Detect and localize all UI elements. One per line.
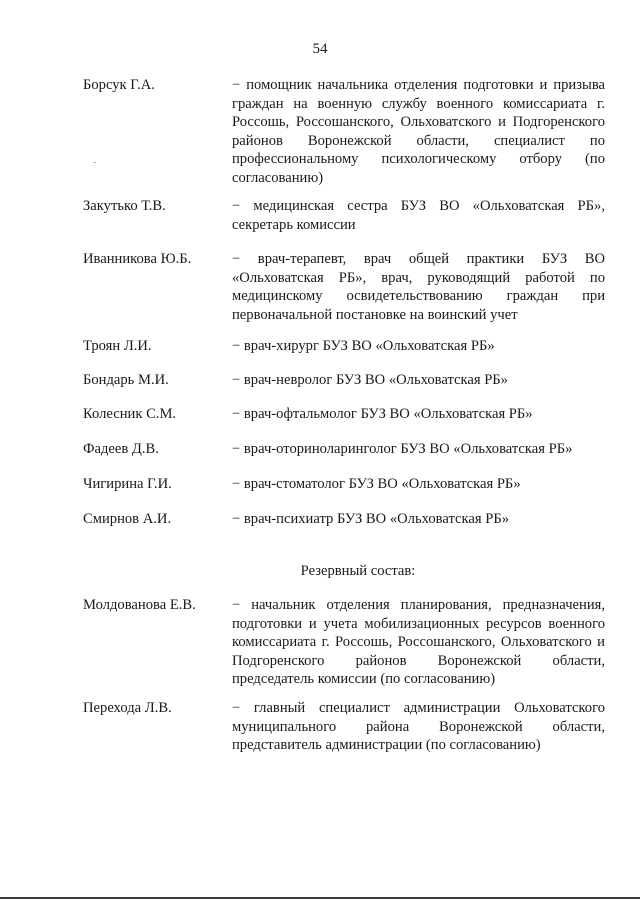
member-role: − врач-стоматолог БУЗ ВО «Ольховатская РБ» <box>232 476 521 492</box>
member-role: − врач-психиатр БУЗ ВО «Ольховатская РБ» <box>232 511 509 527</box>
member-role: − врач-оториноларинголог БУЗ ВО «Ольховатская РБ» <box>232 441 573 457</box>
member-name: Чигирина Г.И. <box>83 476 172 492</box>
member-name: Фадеев Д.В. <box>83 441 159 457</box>
member-name: Закутько Т.В. <box>83 198 166 214</box>
member-entry <box>83 76 605 188</box>
reserve-heading: Резервный состав: <box>300 563 416 579</box>
member-entry <box>83 440 605 459</box>
member-name: Троян Л.И. <box>83 338 152 354</box>
scan-artifact <box>93 162 96 163</box>
member-entry <box>83 197 605 234</box>
member-entry <box>83 337 605 356</box>
member-role: − врач-хирург БУЗ ВО «Ольховатская РБ» <box>232 338 495 354</box>
reserve-entry <box>83 699 605 755</box>
member-entry <box>83 405 605 424</box>
member-entry <box>83 475 605 494</box>
member-role: − помощник начальника отделения подготовки и призыва граждан на военную службу военного комиссариата г. Россошь, Россошанского, Ольховатского и Подгоренского районов Воронежской области, специалист по профессиональному психологическому отбору (по согласованию) <box>232 77 605 186</box>
reserve-role: − начальник отделения планирования, предназначения, подготовки и учета мобилизационных ресурсов военного комиссариата г. Россошь, Россошанского, Ольховатского и Подгоренского районов Воронежской области, председатель комиссии (по согласованию) <box>232 597 605 688</box>
member-name: Борсук Г.А. <box>83 77 155 93</box>
member-role: − врач-офтальмолог БУЗ ВО «Ольховатская РБ» <box>232 406 533 422</box>
page-number: 54 <box>312 41 328 57</box>
member-role: − врач-терапевт, врач общей практики БУЗ ВО «Ольховатская РБ», врач, руководящий работой по медицинскому освидетельствованию граждан при первоначальной постановке на воинский учет <box>232 251 605 323</box>
reserve-name: Перехода Л.В. <box>83 700 172 716</box>
member-entry <box>83 510 605 529</box>
member-name: Смирнов А.И. <box>83 511 172 527</box>
member-entry <box>83 250 605 324</box>
member-role: − врач-невролог БУЗ ВО «Ольховатская РБ» <box>232 372 508 388</box>
member-name: Колесник С.М. <box>83 406 177 422</box>
page-bottom-edge <box>0 897 640 899</box>
reserve-name: Молдованова Е.В. <box>83 597 196 613</box>
member-entry <box>83 371 605 390</box>
member-role: − медицинская сестра БУЗ ВО «Ольховатская РБ», секретарь комиссии <box>232 198 605 233</box>
reserve-role: − главный специалист администрации Ольховатского муниципального района Воронежской области, представитель администрации (по согласованию) <box>232 700 605 754</box>
member-name: Бондарь М.И. <box>83 372 169 388</box>
member-name: Иванникова Ю.Б. <box>83 251 192 267</box>
reserve-entry <box>83 596 605 689</box>
